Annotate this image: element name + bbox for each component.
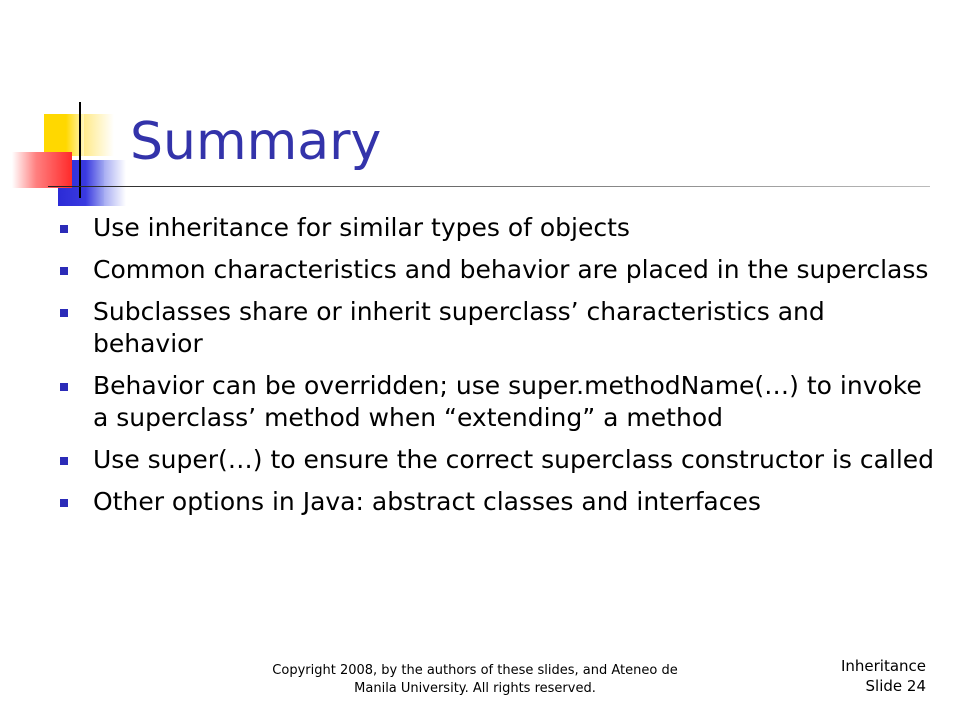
bullet-text: Use super(…) to ensure the correct superclass constructor is called: [93, 445, 935, 474]
bullet-text: Use inheritance for similar types of objects: [93, 213, 630, 242]
footer-slide-info: [841, 656, 926, 696]
bullet-item: [56, 370, 936, 434]
bullet-marker: [60, 267, 68, 275]
decor-red-square: [12, 152, 72, 188]
decor-yellow-fade: [84, 114, 114, 156]
bullet-text: Other options in Java: abstract classes and interfaces: [93, 487, 761, 516]
bullet-text: Common characteristics and behavior are placed in the superclass: [93, 255, 929, 284]
bullet-text: Subclasses share or inherit superclass’ characteristics and behavior: [93, 297, 825, 358]
bullet-marker: [60, 499, 68, 507]
title-underline: [48, 186, 930, 187]
bullet-marker: [60, 383, 68, 391]
bullet-item: [56, 486, 936, 518]
footer-section: Inheritance: [840, 657, 926, 675]
bullet-marker: [60, 457, 68, 465]
slide-title: Summary: [130, 112, 382, 172]
bullet-item: [56, 254, 936, 286]
decor-yellow-square: [44, 114, 84, 156]
bullet-marker: [60, 309, 68, 317]
footer-copyright: Copyright 2008, by the authors of these slides, and Ateneo de Manila University. All rights reserved.: [272, 663, 678, 696]
bullet-marker: [60, 225, 68, 233]
bullet-text: Behavior can be overridden; use super.methodName(…) to invoke a superclass’ method when “extending” a method: [93, 371, 922, 432]
bullet-item: [56, 444, 936, 476]
footer-slide-number: Slide 24: [865, 677, 926, 695]
decor-blue-fade: [104, 160, 126, 206]
bullet-list: [56, 212, 936, 528]
bullet-item: [56, 212, 936, 244]
bullet-item: [56, 296, 936, 360]
decor-vertical-line: [79, 102, 81, 198]
